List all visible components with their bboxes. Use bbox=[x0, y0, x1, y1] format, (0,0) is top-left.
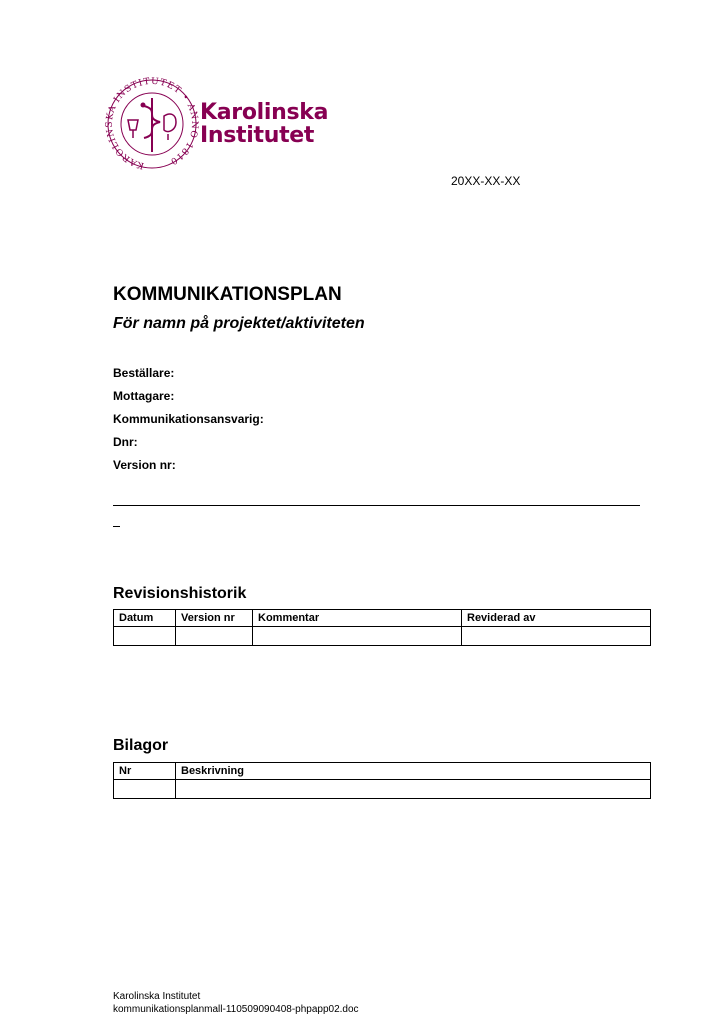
field-bestallare: Beställare: bbox=[113, 366, 175, 380]
footer-filename: kommunikationsplanmall-110509090408-phpapp02.doc bbox=[113, 1004, 359, 1015]
table-cell[interactable] bbox=[253, 627, 462, 646]
table-header-row bbox=[114, 610, 651, 627]
metadata-fields bbox=[113, 366, 264, 481]
logo-wordmark-line2: Institutet bbox=[200, 123, 315, 148]
field-version: Version nr: bbox=[113, 458, 176, 472]
attachments-table bbox=[113, 762, 651, 799]
logo-wordmark-line1: Karolinska bbox=[200, 100, 329, 125]
col-kommentar: Kommentar bbox=[253, 610, 462, 627]
field-kommunikationsansvarig: Kommunikationsansvarig: bbox=[113, 412, 264, 426]
table-cell[interactable] bbox=[176, 780, 651, 799]
table-row bbox=[114, 780, 651, 799]
table-cell[interactable] bbox=[176, 627, 253, 646]
separator-line-tail bbox=[113, 526, 120, 527]
attachments-heading: Bilagor bbox=[113, 737, 169, 754]
col-version: Version nr bbox=[176, 610, 253, 627]
ki-seal-icon bbox=[104, 76, 200, 176]
document-title: KOMMUNIKATIONSPLAN bbox=[113, 284, 342, 305]
table-header-row bbox=[114, 763, 651, 780]
karolinska-logo bbox=[104, 76, 329, 176]
field-mottagare: Mottagare: bbox=[113, 389, 175, 403]
document-subtitle: För namn på projektet/aktiviteten bbox=[113, 315, 365, 332]
revision-heading: Revisionshistorik bbox=[113, 585, 247, 602]
page-footer bbox=[113, 990, 359, 1016]
col-reviderad-av: Reviderad av bbox=[462, 610, 651, 627]
revision-table bbox=[113, 609, 651, 646]
document-date: 20XX-XX-XX bbox=[451, 174, 521, 188]
table-row bbox=[114, 627, 651, 646]
table-cell[interactable] bbox=[114, 627, 176, 646]
col-beskrivning: Beskrivning bbox=[176, 763, 651, 780]
separator-line bbox=[113, 505, 640, 506]
field-dnr: Dnr: bbox=[113, 435, 138, 449]
table-cell[interactable] bbox=[462, 627, 651, 646]
col-nr: Nr bbox=[114, 763, 176, 780]
svg-text:KAROLINSKA INSTITUTET • ANNO 1: KAROLINSKA INSTITUTET • ANNO 1810 bbox=[105, 76, 200, 171]
table-cell[interactable] bbox=[114, 780, 176, 799]
footer-org: Karolinska Institutet bbox=[113, 991, 201, 1002]
col-datum: Datum bbox=[114, 610, 176, 627]
